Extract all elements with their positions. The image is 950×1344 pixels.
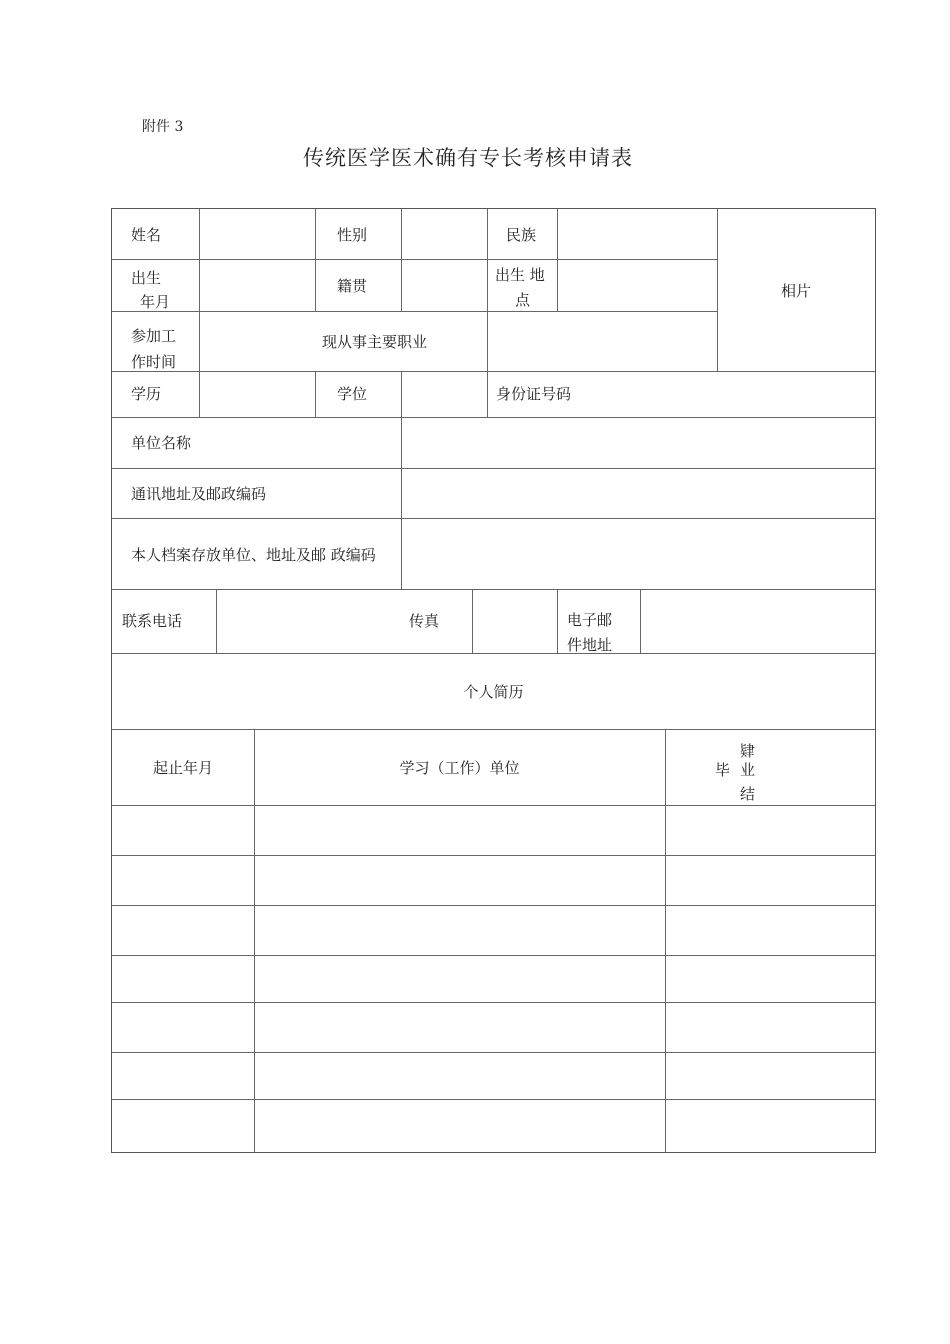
completion-header-d: 结 (740, 785, 756, 803)
col-divider (254, 729, 255, 1152)
row-divider (112, 805, 875, 806)
work-start-label-line2: 作时间 (131, 353, 177, 371)
email-label-line1: 电子邮 (567, 611, 613, 629)
row-divider (112, 417, 875, 418)
row-divider (112, 955, 875, 956)
id-number-label: 身份证号码 (496, 385, 572, 403)
birthplace-label-line1: 出生 地 (495, 266, 545, 284)
col-divider (557, 589, 558, 653)
period-column-header: 起止年月 (152, 759, 213, 777)
col-divider (487, 371, 488, 417)
row-divider (112, 1002, 875, 1003)
completion-header-a: 肄 (740, 742, 756, 760)
attachment-label: 附件 3 (142, 119, 184, 135)
name-label: 姓名 (131, 226, 162, 244)
col-divider (315, 371, 316, 417)
gender-label: 性别 (337, 226, 368, 244)
native-place-label: 籍贯 (337, 277, 368, 295)
photo-label: 相片 (781, 282, 812, 300)
col-divider (401, 371, 402, 589)
col-divider (199, 209, 200, 417)
col-divider (665, 729, 666, 1152)
row-divider (112, 468, 875, 469)
col-divider (640, 589, 641, 653)
row-divider (112, 729, 875, 730)
application-form-table (111, 208, 876, 1153)
form-title: 传统医学医术确有专长考核申请表 (303, 146, 633, 170)
birth-date-label-line1: 出生 (131, 269, 162, 287)
col-divider (557, 209, 558, 311)
row-divider (112, 855, 875, 856)
ethnicity-label: 民族 (506, 226, 537, 244)
row-divider (112, 311, 717, 312)
degree-label: 学位 (337, 385, 368, 403)
row-divider (112, 905, 875, 906)
col-divider (472, 589, 473, 653)
phone-label: 联系电话 (122, 612, 183, 630)
row-divider (112, 1099, 875, 1100)
col-divider (717, 209, 718, 371)
row-divider (112, 259, 717, 260)
education-label: 学历 (131, 385, 162, 403)
archive-info-label: 本人档案存放单位、地址及邮 政编码 (131, 546, 376, 564)
completion-header-b: 毕 (715, 761, 731, 779)
row-divider (112, 653, 875, 654)
col-divider (216, 589, 217, 653)
row-divider (112, 589, 875, 590)
birthplace-label-line2: 点 (515, 291, 531, 309)
occupation-label: 现从事主要职业 (322, 333, 428, 351)
fax-label: 传真 (409, 612, 440, 630)
row-divider (112, 371, 875, 372)
employer-label: 单位名称 (131, 434, 192, 452)
unit-column-header: 学习（工作）单位 (399, 759, 520, 777)
birth-date-label-line2: 年月 (140, 293, 171, 311)
col-divider (401, 209, 402, 311)
completion-header-c: 业 (740, 761, 756, 779)
work-start-label-line1: 参加工 (131, 327, 177, 345)
col-divider (315, 209, 316, 311)
row-divider (112, 1052, 875, 1053)
resume-section-title: 个人简历 (463, 683, 524, 701)
email-label-line2: 件地址 (567, 636, 613, 654)
row-divider (112, 518, 875, 519)
address-postcode-label: 通讯地址及邮政编码 (131, 485, 267, 503)
